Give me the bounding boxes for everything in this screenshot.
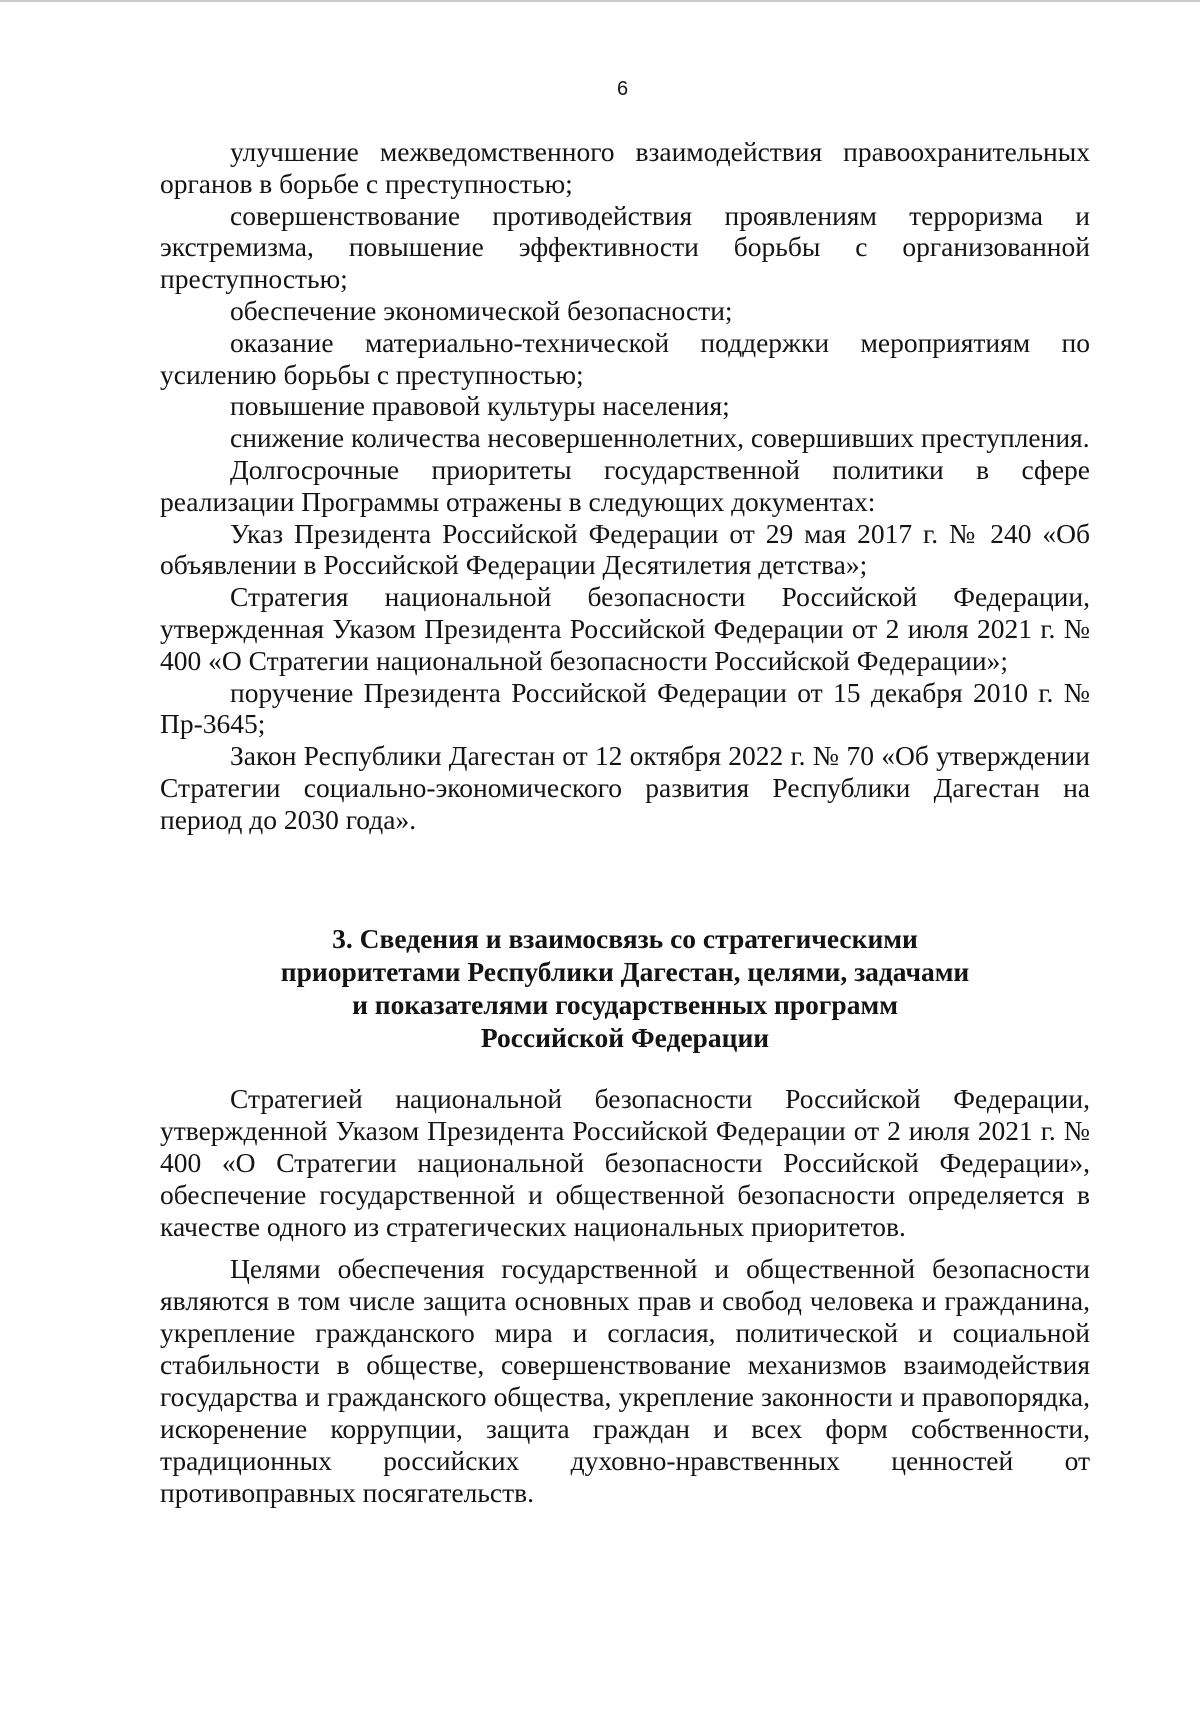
section-paragraph: Стратегией национальной безопасности Российской Федерации, утвержденной Указом Президента Российской Федерации от 2 июля 2021 г. № 400 «О Стратегии национальной безопасности Российской Федерации», обеспечение государственной и общественной безопасности определяется в качестве одного из стратегических национальных приоритетов. — [160, 1083, 1090, 1242]
list-item: обеспечение экономической безопасности; — [230, 294, 733, 326]
section-heading-line: Российской Федерации — [480, 1022, 770, 1053]
section-heading — [160, 922, 1090, 1054]
list-item: снижение количества несовершеннолетних, совершивших преступления. — [230, 422, 1090, 454]
section-body — [160, 1083, 1090, 1509]
list-item: улучшение межведомственного взаимодействия правоохранительных органов в борьбе с преступностью; — [160, 136, 1090, 199]
section-paragraph: Целями обеспечения государственной и общественной безопасности являются в том числе защита основных прав и свобод человека и гражданина, укрепление гражданского мира и согласия, политической и социальной стабильности в обществе, совершенствование механизмов взаимодействия государства и гражданского общества, укрепление законности и правопорядка, искоренение коррупции, защита граждан и всех форм собственности, традиционных российских духовно-нравственных ценностей от противоправных посягательств. — [160, 1253, 1090, 1508]
list-item: Закон Республики Дагестан от 12 октября 2022 г. № 70 «Об утверждении Стратегии социально-экономического развития Республики Дагестан на период до 2030 года». — [160, 740, 1090, 835]
list-item: Стратегия национальной безопасности Российской Федерации, утвержденная Указом Президента Российской Федерации от 2 июля 2021 г. № 400 «О Стратегии национальной безопасности Российской Федерации»; — [160, 581, 1090, 676]
list-item: Указ Президента Российской Федерации от 29 мая 2017 г. № 240 «Об объявлении в Российской Федерации Десятилетия детства»; — [160, 517, 1090, 581]
section-heading-line: 3. Сведения и взаимосвязь со стратегическими — [332, 923, 918, 954]
list-item: Долгосрочные приоритеты государственной политики в сфере реализации Программы отражены в следующих документах: — [160, 453, 1090, 517]
section-heading-line: и показателями государственных программ — [352, 989, 898, 1020]
page-number: 6 — [616, 78, 629, 100]
list-item: повышение правовой культуры населения; — [230, 390, 730, 422]
list-item: оказание материально-технической поддержки мероприятиям по усилению борьбы с преступностью; — [160, 326, 1090, 390]
section-heading-line: приоритетами Республики Дагестан, целями, задачами — [280, 956, 970, 987]
priorities-list — [160, 136, 1090, 836]
list-item: поручение Президента Российской Федерации от 15 декабря 2010 г. № Пр-3645; — [160, 676, 1090, 740]
list-item: совершенствование противодействия проявлениям терроризма и экстремизма, повышение эффективности борьбы с организованной преступностью; — [160, 199, 1090, 295]
page-top-edge — [0, 0, 1200, 2]
